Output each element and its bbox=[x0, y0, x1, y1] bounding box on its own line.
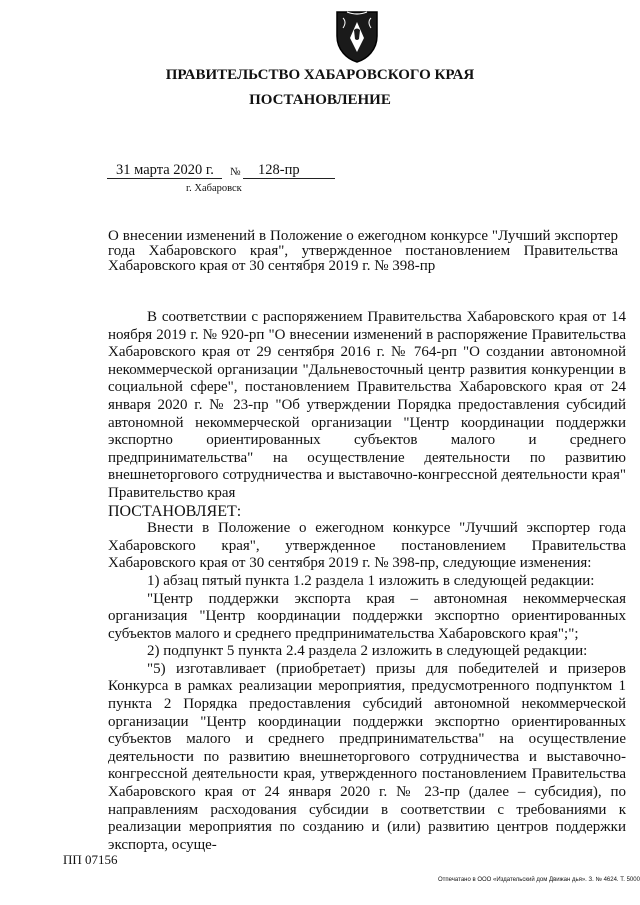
government-title: ПРАВИТЕЛЬСТВО ХАБАРОВСКОГО КРАЯ bbox=[165, 67, 475, 83]
paragraph-item-1-text: "Центр поддержки экспорта края – автономная некоммерческая организация "Центр координации поддержки экспортно ориентированных субъектов малого и среднего предпринимательства Хабаровского края";"; bbox=[108, 590, 626, 642]
document-body bbox=[108, 309, 626, 854]
document-subject: О внесении изменений в Положение о ежегодном конкурсе "Лучший экспортер года Хабаровского края", утвержденное постановлением Правительства Хабаровского края от 30 сентября 2019 г. № 398-пр bbox=[108, 228, 618, 274]
number-underline bbox=[243, 178, 335, 179]
document-number: 128-пр bbox=[258, 162, 300, 178]
postanovlyaet-heading: ПОСТАНОВЛЯЕТ: bbox=[108, 502, 242, 520]
preamble-paragraph: В соответствии с распоряжением Правительства Хабаровского края от 14 ноября 2019 г. № 920-рп "О внесении изменений в распоряжение Правительства Хабаровского края от 29 сентября 2016 г. № 764-рп "О создании автономной некоммерческой организации "Дальневосточный центр развития конкуренции в социальной сфере", постановлением Правительства Хабаровского края от 24 января 2020 г. № 23-пр "Об утверждении Порядка предоставления субсидий автономной некоммерческой организации "Центр координации поддержки экспортно ориентированных субъектов малого и среднего предпринимательства" на осуществление деятельности по развитию внешнеторгового сотрудничества и выставочно-конгрессной деятельности края" Правительство края bbox=[108, 309, 626, 501]
number-sign: № bbox=[230, 166, 241, 178]
paragraph-item-1: 1) абзац пятый пункта 1.2 раздела 1 изложить в следующей редакции: bbox=[147, 572, 595, 589]
document-city: г. Хабаровск bbox=[186, 183, 242, 194]
coat-of-arms-icon bbox=[333, 6, 381, 64]
date-underline bbox=[107, 178, 222, 179]
paragraph-changes-intro: Внести в Положение о ежегодном конкурсе "Лучший экспортер года Хабаровского края", утвержденное постановлением Правительства Хабаровского края от 30 сентября 2019 г. № 398-пр, следующие изменения: bbox=[108, 520, 626, 572]
document-type-title: ПОСТАНОВЛЕНИЕ bbox=[249, 92, 391, 108]
paragraph-item-2: 2) подпункт 5 пункта 2.4 раздела 2 изложить в следующей редакции: bbox=[147, 643, 588, 660]
printer-imprint: Отпечатано в ООО «Издательский дом Движан дья». З. № 4624. Т. 5000 bbox=[438, 877, 640, 883]
document-date: 31 марта 2020 г. bbox=[116, 162, 214, 178]
paragraph-item-2-text: "5) изготавливает (приобретает) призы для победителей и призеров Конкурса в рамках реализации мероприятия, предусмотренного подпунктом 1 пункта 2 Порядка предоставления субсидий автономной некоммерческой организации "Центр координации поддержки экспортно ориентированных субъектов малого и среднего предпринимательства" на осуществление деятельности по развитию внешнеторгового сотрудничества и выставочно-конгрессной деятельности края, утвержденного постановлением Правительства Хабаровского края от 24 января 2020 г. № 23-пр (далее – субсидия), по направлениям расходования субсидии в соответствии с требованиями к реализации мероприятия по созданию и (или) развитию центров поддержки экспорта, осуще- bbox=[108, 660, 626, 853]
document-code: ПП 07156 bbox=[63, 852, 118, 867]
